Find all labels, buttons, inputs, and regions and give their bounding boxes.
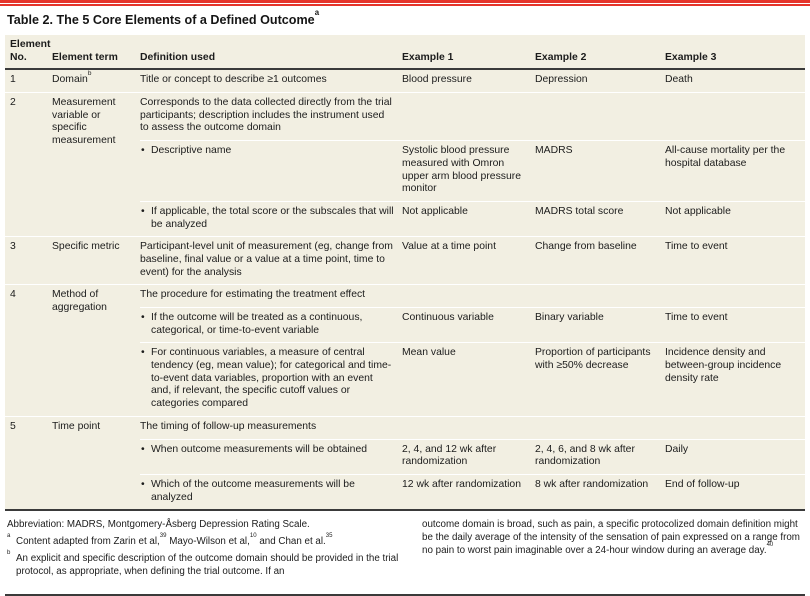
r4-sub1-definition (140, 308, 402, 343)
r4-sub2-definition (140, 343, 402, 416)
r2-sub1-definition (140, 141, 402, 202)
r5-term: Time point (52, 416, 140, 510)
abbreviation-note: Abbreviation: MADRS, Montgomery-Åsberg Depression Rating Scale. (7, 519, 310, 531)
table-figure-page (0, 6, 810, 596)
r1-definition: Title or concept to describe ≥1 outcomes (140, 69, 402, 92)
col-header-definition: Definition used (140, 35, 402, 69)
r4-no: 4 (5, 285, 52, 417)
r4-example3 (665, 285, 805, 308)
footnote-a-ref10: 10 (249, 533, 257, 540)
r2-no: 2 (5, 93, 52, 237)
r1-term-text: Domain (52, 74, 88, 86)
table-title-footnote-marker: a (314, 8, 320, 18)
footnote-b-continued-text: outcome domain is broad, such as pain, a specific protocolized domain definition might be the daily average of the intensity of the sensation of pain expressed on a range from no pain to worst pain imaginable over a 24-hour window during an average day. (422, 519, 800, 557)
col-header-element-no (5, 35, 52, 69)
col-header-example2: Example 2 (535, 35, 665, 69)
r5-sub1-example2: 2, 4, 6, and 8 wk after randomization (535, 439, 665, 474)
r2-sub1-example3: All-cause mortality per the hospital database (665, 141, 805, 202)
r1-term (52, 69, 140, 92)
r2-sub1-bullet: • Descriptive name (140, 145, 394, 158)
r5-sub1-example1: 2, 4, and 12 wk after randomization (402, 439, 535, 474)
row-domain (5, 69, 805, 92)
footnote-a-ref39: 39 (159, 533, 167, 540)
r1-example3: Death (665, 69, 805, 92)
r3-example3: Time to event (665, 237, 805, 285)
r5-sub2-example3: End of follow-up (665, 474, 805, 510)
r5-sub1-definition (140, 439, 402, 474)
r4-sub1-example3: Time to event (665, 308, 805, 343)
r4-example1 (402, 285, 535, 308)
row-measurement-variable (5, 93, 805, 141)
col-header-element-no-line2: No. (10, 51, 27, 63)
footnote-a-text2: Mayo-Wilson et al, (166, 536, 250, 548)
r5-sub2-example2: 8 wk after randomization (535, 474, 665, 510)
r1-term-footnote-marker: b (87, 70, 92, 78)
footnote-b-continued (422, 518, 803, 557)
header-row (5, 35, 805, 69)
r4-sub2-bullet: • For continuous variables, a measure of central tendency (eg, mean value); for categorical and time-to-event data variables, proportion with an event and, if relevant, the specific cutoff values or categories compared (140, 347, 394, 410)
r2-definition: Corresponds to the data collected directly from the trial participants; description includes the instrument used to assess the outcome domain (140, 93, 402, 141)
r2-sub2-example1: Not applicable (402, 201, 535, 236)
r4-sub2-example3: Incidence density and between-group incidence density rate (665, 343, 805, 416)
footnote-b: b An explicit and specific description of the outcome domain should be provided in the trial protocol, as appropriate, when defining the trial outcome. If an (7, 550, 399, 578)
col-header-element-term: Element term (52, 35, 140, 69)
r5-sub2-bullet: • Which of the outcome measurements will be analyzed (140, 479, 394, 504)
r5-sub2-definition (140, 474, 402, 510)
r4-sub1-bullet: • If the outcome will be treated as a continuous, categorical, or time-to-event variable (140, 312, 394, 337)
row-method-of-aggregation (5, 285, 805, 308)
r4-example2 (535, 285, 665, 308)
footnote-a-ref35: 35 (325, 533, 333, 540)
r2-example2 (535, 93, 665, 141)
r5-sub2-example1: 12 wk after randomization (402, 474, 535, 510)
footnote-b-ref40: 40 (766, 542, 774, 549)
r5-sub1-bullet: • When outcome measurements will be obtained (140, 444, 394, 457)
r2-sub2-definition (140, 201, 402, 236)
r4-sub1-example1: Continuous variable (402, 308, 535, 343)
r2-sub1-example2: MADRS (535, 141, 665, 202)
r2-example1 (402, 93, 535, 141)
r2-term: Measurement variable or specific measurement (52, 93, 140, 237)
r5-example3 (665, 416, 805, 439)
core-elements-table (5, 35, 805, 511)
col-header-example1: Example 1 (402, 35, 535, 69)
footnote-b-text: An explicit and specific description of the outcome domain should be provided in the trial protocol, as appropriate, when defining the trial outcome. If an (16, 553, 399, 578)
r4-definition: The procedure for estimating the treatment effect (140, 285, 402, 308)
r1-example2: Depression (535, 69, 665, 92)
r3-term: Specific metric (52, 237, 140, 285)
col-header-example3: Example 3 (665, 35, 805, 69)
row-time-point (5, 416, 805, 439)
r3-example1: Value at a time point (402, 237, 535, 285)
r4-sub2-example2: Proportion of participants with ≥50% decrease (535, 343, 665, 416)
r1-example1: Blood pressure (402, 69, 535, 92)
footnotes (5, 511, 805, 596)
r1-no: 1 (5, 69, 52, 92)
r4-sub2-example1: Mean value (402, 343, 535, 416)
r4-sub1-example2: Binary variable (535, 308, 665, 343)
footnote-a: a Content adapted from Zarin et al,$^{39}$ Mayo-Wilson et al,$^{10}$ and Chan et al.$^{35}$ (7, 533, 333, 548)
row-specific-metric (5, 237, 805, 285)
r5-definition: The timing of follow-up measurements (140, 416, 402, 439)
table-title (5, 6, 805, 35)
r5-example2 (535, 416, 665, 439)
r2-sub2-bullet: • If applicable, the total score or the subscales that will be analyzed (140, 206, 394, 231)
footnote-a-text3: and Chan et al. (256, 536, 326, 548)
r2-example3 (665, 93, 805, 141)
r5-sub1-example3: Daily (665, 439, 805, 474)
footnotes-right-column (399, 518, 803, 561)
r4-term: Method of aggregation (52, 285, 140, 417)
r2-sub2-example2: MADRS total score (535, 201, 665, 236)
footnotes-left-column (7, 518, 399, 582)
r5-no: 5 (5, 416, 52, 510)
r3-no: 3 (5, 237, 52, 285)
footnote-a-text1: Content adapted from Zarin et al, (16, 536, 160, 548)
r2-sub1-example1: Systolic blood pressure measured with Omron upper arm blood pressure monitor (402, 141, 535, 202)
r3-example2: Change from baseline (535, 237, 665, 285)
r2-sub2-example3: Not applicable (665, 201, 805, 236)
table-title-text: Table 2. The 5 Core Elements of a Defined Outcome (7, 13, 315, 27)
col-header-element-no-line1: Element (10, 39, 51, 50)
r5-example1 (402, 416, 535, 439)
r3-definition: Participant-level unit of measurement (eg, change from baseline, final value or a value at a time point, time to event) for the analysis (140, 237, 402, 285)
